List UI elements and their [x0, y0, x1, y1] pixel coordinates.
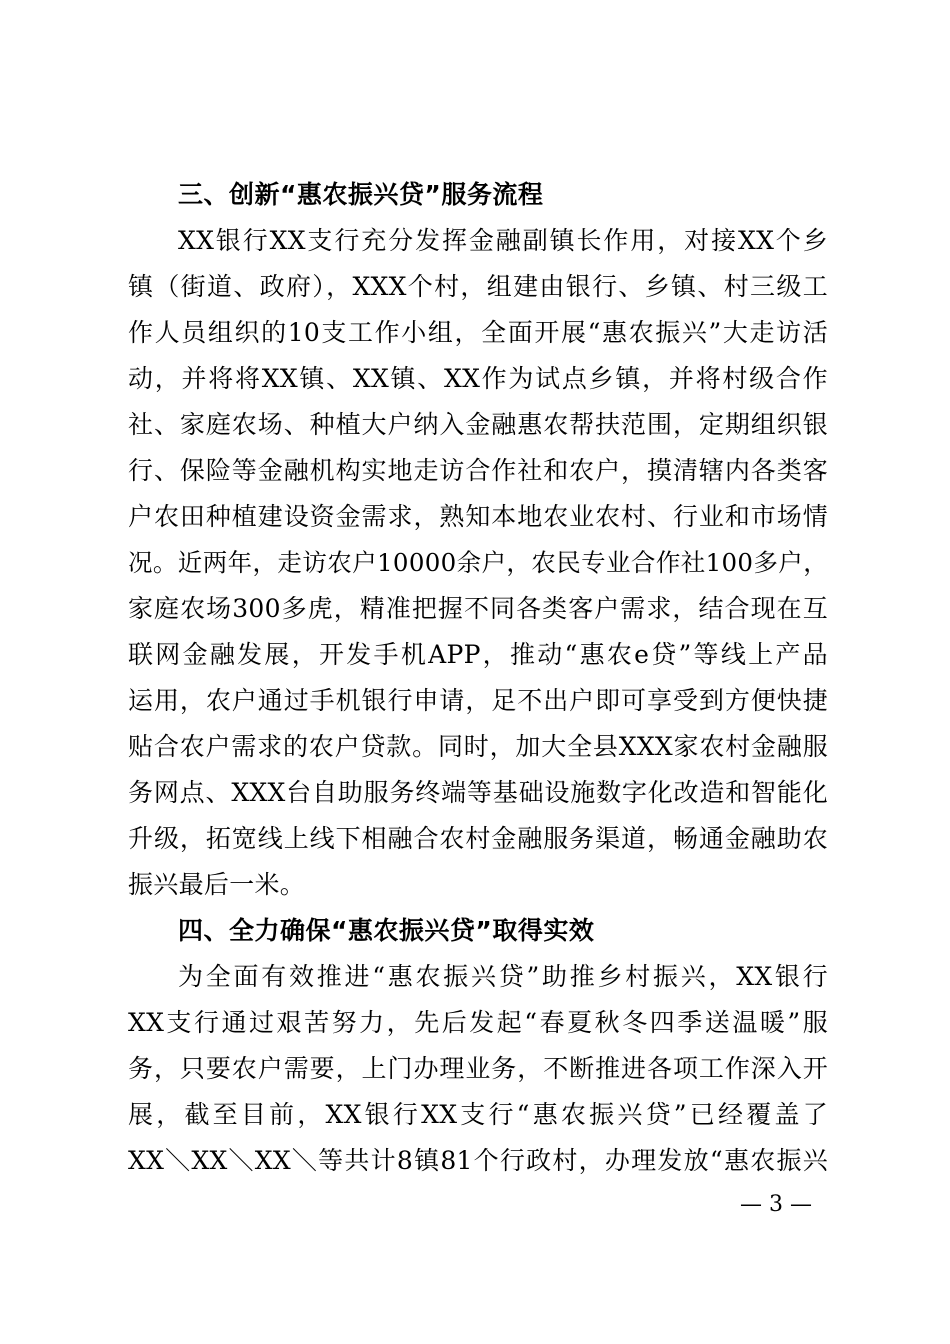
paragraph-line: 升级，拓宽线上线下相融合农村金融服务渠道，畅通金融助农	[128, 824, 828, 853]
paragraph-line: 贴合农户需求的农户贷款。同时，加大全县XXX家农村金融服	[128, 732, 828, 761]
paragraph-line: XX＼XX＼XX＼等共计8镇81个行政村，办理发放“惠农振兴	[128, 1146, 828, 1175]
paragraph-line: 家庭农场300多虎，精准把握不同各类客户需求，结合现在互	[128, 594, 828, 623]
paragraph-line: 社、家庭农场、种植大户纳入金融惠农帮扶范围，定期组织银	[128, 410, 828, 439]
section-heading-3: 三、创新“惠农振兴贷”服务流程	[178, 180, 544, 209]
paragraph-line: 运用，农户通过手机银行申请，足不出户即可享受到方便快捷	[128, 686, 828, 715]
paragraph-line: 振兴最后一米。	[128, 870, 306, 899]
paragraph-line: 作人员组织的10支工作小组，全面开展“惠农振兴”大走访活	[128, 318, 828, 347]
paragraph-line: 联网金融发展，开发手机APP，推动“惠农e贷”等线上产品	[128, 640, 828, 669]
page-number: — 3 —	[740, 1192, 812, 1217]
paragraph-line: 务网点、XXX台自助服务终端等基础设施数字化改造和智能化	[128, 778, 828, 807]
paragraph-line: 户农田种植建设资金需求，熟知本地农业农村、行业和市场情	[128, 502, 828, 531]
paragraph-line: XX银行XX支行充分发挥金融副镇长作用，对接XX个乡	[178, 226, 828, 255]
section-4-paragraph	[128, 954, 828, 1184]
paragraph-line: 况。近两年，走访农户10000余户，农民专业合作社100多户，	[128, 548, 828, 577]
section-heading-4: 四、全力确保“惠农振兴贷”取得实效	[178, 916, 595, 945]
paragraph-line: XX支行通过艰苦努力，先后发起“春夏秋冬四季送温暖”服	[128, 1008, 828, 1037]
paragraph-line: 展，截至目前，XX银行XX支行“惠农振兴贷”已经覆盖了	[128, 1100, 828, 1129]
paragraph-line: 务，只要农户需要，上门办理业务，不断推进各项工作深入开	[128, 1054, 828, 1083]
document-body	[128, 172, 828, 1184]
paragraph-line: 动，并将将XX镇、XX镇、XX作为试点乡镇，并将村级合作	[128, 364, 828, 393]
paragraph-line: 为全面有效推进“惠农振兴贷”助推乡村振兴，XX银行	[178, 962, 828, 991]
section-3-paragraph	[128, 218, 828, 908]
paragraph-line: 行、保险等金融机构实地走访合作社和农户，摸清辖内各类客	[128, 456, 828, 485]
paragraph-line: 镇（街道、政府），XXX个村，组建由银行、乡镇、村三级工	[128, 272, 828, 301]
